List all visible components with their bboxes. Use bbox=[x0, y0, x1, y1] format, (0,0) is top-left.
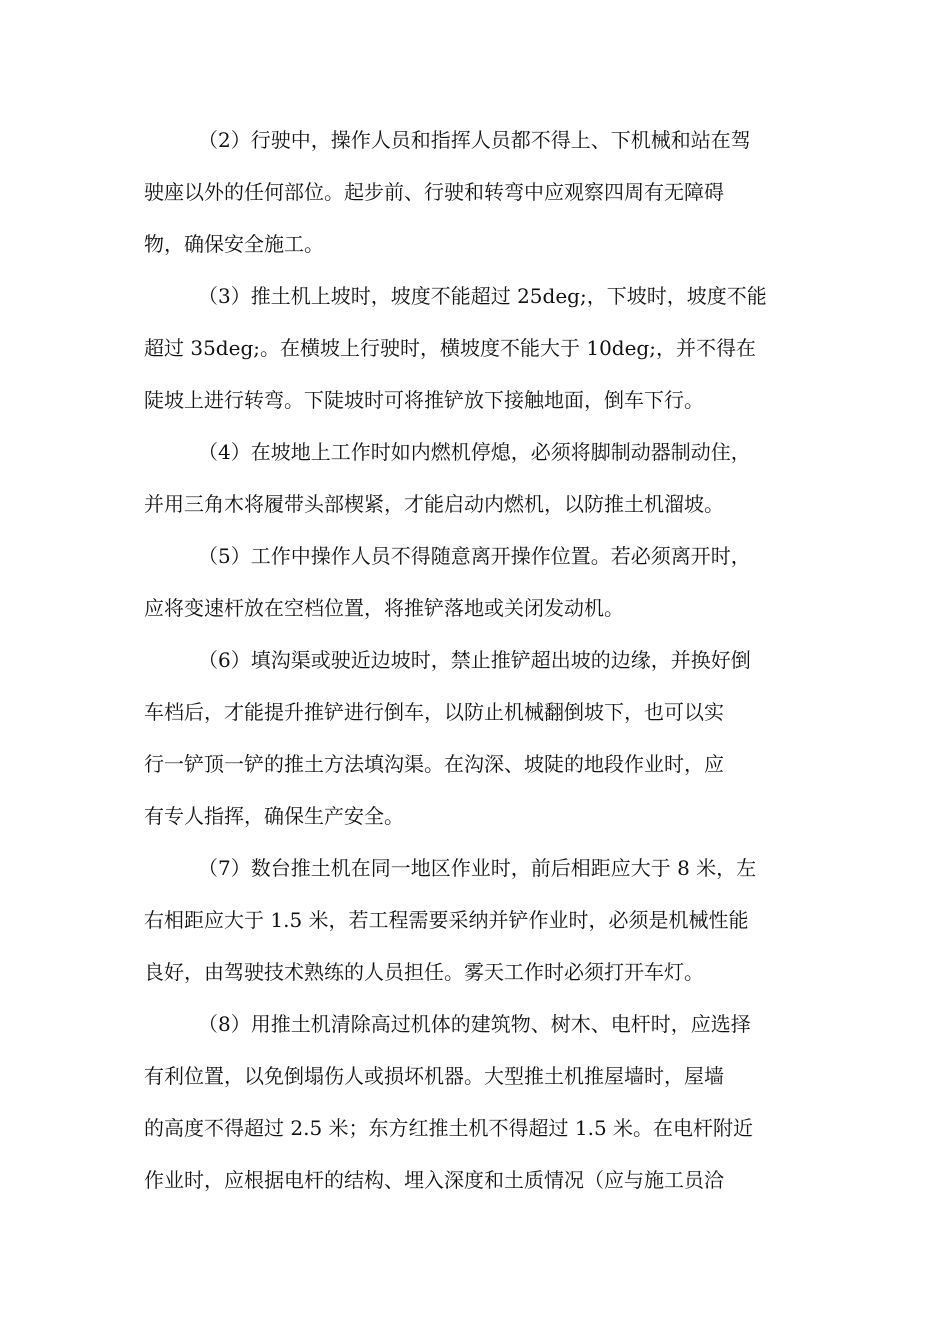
text-line: 应将变速杆放在空档位置，将推铲落地或关闭发动机。 bbox=[144, 596, 624, 620]
text-line: 车档后，才能提升推铲进行倒车，以防止机械翻倒坡下，也可以实 bbox=[144, 700, 724, 724]
text-line: 超过 35deg;。在横坡上行驶时，横坡度不能大于 10deg;，并不得在 bbox=[144, 336, 756, 360]
text-line: 有利位置，以免倒塌伤人或损坏机器。大型推土机推屋墙时，屋墙 bbox=[144, 1064, 724, 1088]
text-line: （8）用推土机清除高过机体的建筑物、树木、电杆时，应选择 bbox=[198, 1012, 751, 1036]
text-line: （5）工作中操作人员不得随意离开操作位置。若必须离开时， bbox=[198, 544, 751, 568]
text-line: 驶座以外的任何部位。起步前、行驶和转弯中应观察四周有无障碍 bbox=[144, 180, 724, 204]
text-line: 的高度不得超过 2.5 米；东方红推土机不得超过 1.5 米。在电杆附近 bbox=[144, 1116, 754, 1140]
text-line: 行一铲顶一铲的推土方法填沟渠。在沟深、坡陡的地段作业时，应 bbox=[144, 752, 724, 776]
text-line: （2）行驶中，操作人员和指挥人员都不得上、下机械和站在驾 bbox=[198, 128, 751, 152]
text-line: 陡坡上进行转弯。下陡坡时可将推铲放下接触地面，倒车下行。 bbox=[144, 388, 704, 412]
text-line: 并用三角木将履带头部楔紧，才能启动内燃机，以防推土机溜坡。 bbox=[144, 492, 724, 516]
text-line: 物，确保安全施工。 bbox=[144, 232, 324, 256]
text-line: 右相距应大于 1.5 米，若工程需要采纳并铲作业时，必须是机械性能 bbox=[144, 908, 749, 932]
body-text bbox=[144, 114, 808, 1206]
text-line: 作业时，应根据电杆的结构、埋入深度和土质情况（应与施工员洽 bbox=[144, 1168, 724, 1192]
text-line: 良好，由驾驶技术熟练的人员担任。雾天工作时必须打开车灯。 bbox=[144, 960, 704, 984]
text-line: （7）数台推土机在同一地区作业时，前后相距应大于 8 米，左 bbox=[198, 856, 757, 880]
text-line: （3）推土机上坡时，坡度不能超过 25deg;，下坡时，坡度不能 bbox=[198, 284, 767, 308]
text-line: 有专人指挥，确保生产安全。 bbox=[144, 804, 404, 828]
text-line: （4）在坡地上工作时如内燃机停熄，必须将脚制动器制动住， bbox=[198, 440, 751, 464]
text-line: （6）填沟渠或驶近边坡时，禁止推铲超出坡的边缘，并换好倒 bbox=[198, 648, 751, 672]
